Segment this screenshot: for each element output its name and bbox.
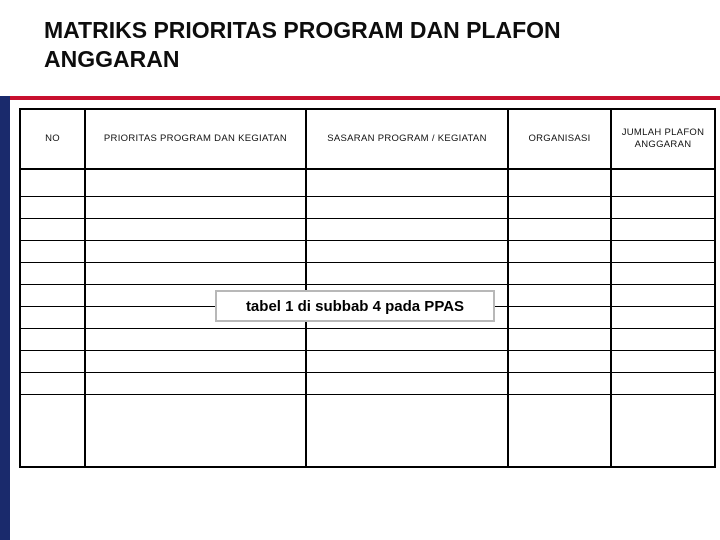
row-divider bbox=[21, 196, 714, 197]
header-no: NO bbox=[45, 133, 60, 144]
callout-label: tabel 1 di subbab 4 pada PPAS bbox=[215, 290, 495, 322]
row-divider bbox=[21, 262, 714, 263]
row-divider bbox=[21, 240, 714, 241]
column-divider bbox=[610, 110, 612, 466]
row-divider bbox=[21, 372, 714, 373]
row-divider bbox=[21, 328, 714, 329]
header-organization: ORGANISASI bbox=[528, 133, 591, 144]
left-accent-bar bbox=[0, 96, 10, 540]
top-accent-bar bbox=[10, 96, 720, 100]
header-program-target: SASARAN PROGRAM / KEGIATAN bbox=[327, 133, 487, 144]
column-divider bbox=[84, 110, 86, 466]
row-divider bbox=[21, 394, 714, 395]
row-divider bbox=[21, 350, 714, 351]
column-divider bbox=[305, 110, 307, 466]
column-divider bbox=[507, 110, 509, 466]
matrix-table bbox=[19, 108, 716, 468]
header-budget-ceiling: JUMLAH PLAFON ANGGARAN bbox=[621, 127, 705, 150]
header-priority-program: PRIORITAS PROGRAM DAN KEGIATAN bbox=[103, 133, 288, 144]
row-divider bbox=[21, 284, 714, 285]
page-title: MATRIKS PRIORITAS PROGRAM DAN PLAFON ANGGARAN bbox=[44, 17, 561, 72]
row-divider bbox=[21, 218, 714, 219]
